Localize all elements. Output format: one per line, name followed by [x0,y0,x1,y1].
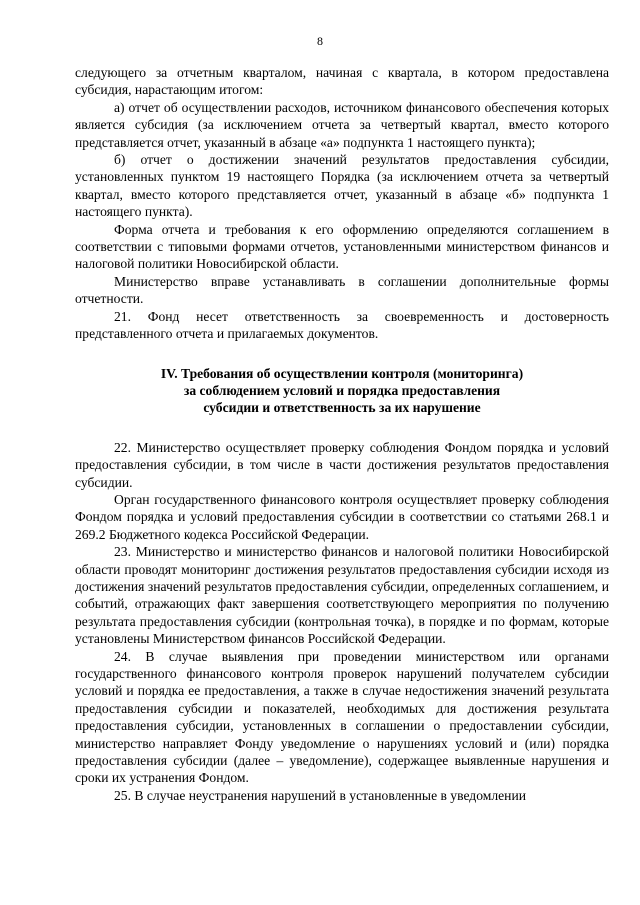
paragraph: 23. Министерство и министерство финансов и налоговой политики Новосибирской области проводят мониторинг достижения результатов предоставления субсидии исходя из достижения значений результатов предоставления субсидии, определенных соглашением, и событий, отражающих факт завершения соответствующего мероприятия по получению результата предоставления субсидии (контрольная точка), в порядке и по формам, которые установлены Министерством финансов Российской Федерации. [75,544,609,647]
paragraph: 24. В случае выявления при проведении министерством или органами государственного финансового контроля проверок нарушений получателем субсидии условий и порядка ее предоставления, а также в случае недостижения значений результата предоставления субсидии и показателей, необходимых для достижения результата предоставления субсидии, установленных в соглашении о предоставлении субсидии, министерство направляет Фонду уведомление о нарушениях условий и (или) порядка предоставления субсидии (далее – уведомление), содержащее выявленные нарушения и сроки их устранения Фондом. [75,648,609,786]
paragraph: Министерство вправе устанавливать в соглашении дополнительные формы отчетности. [75,273,609,307]
section-heading [75,365,609,417]
paragraph: Форма отчета и требования к его оформлению определяются соглашением в соответствии с типовыми формами отчетов, установленными министерством финансов и налоговой политики Новосибирской области. [75,221,609,272]
paragraph: б) отчет о достижении значений результатов предоставления субсидии, установленных пунктом 19 настоящего Порядка (за исключением отчета за четвертый квартал, вместо которого представляется отчет, указанный в абзаце «б» подпункта 1 настоящего пункта). [75,152,609,220]
section-heading-line: субсидии и ответственность за их нарушение [203,400,481,416]
paragraph: следующего за отчетным кварталом, начиная с квартала, в котором предоставлена субсидия, нарастающим итогом: [75,65,609,98]
paragraph: 25. В случае неустранения нарушений в установленные в уведомлении [114,787,527,803]
paragraph: а) отчет об осуществлении расходов, источником финансового обеспечения которых является субсидия (за исключением отчета за четвертый квартал, вместо которого представляется отчет, указанный в абзаце «а» подпункта 1 настоящего пункта); [75,99,609,150]
paragraphs-before-section [75,64,609,343]
section-heading-line: IV. Требования об осуществлении контроля (мониторинга) [160,365,524,381]
paragraph: 22. Министерство осуществляет проверку соблюдения Фондом порядка и условий предоставления субсидии, в том числе в части достижения результатов предоставления субсидии. [75,439,609,490]
page-number: 8 [317,34,323,48]
paragraph: Орган государственного финансового контроля осуществляет проверку соблюдения Фондом порядка и условий предоставления субсидии в соответствии со статьями 268.1 и 269.2 Бюджетного кодекса Российской Федерации. [75,491,609,542]
document-body [75,64,609,804]
paragraphs-after-section [75,439,609,805]
section-heading-line: за соблюдением условий и порядка предоставления [183,382,501,398]
paragraph: 21. Фонд несет ответственность за своевременность и достоверность представленного отчета и прилагаемых документов. [75,308,609,342]
